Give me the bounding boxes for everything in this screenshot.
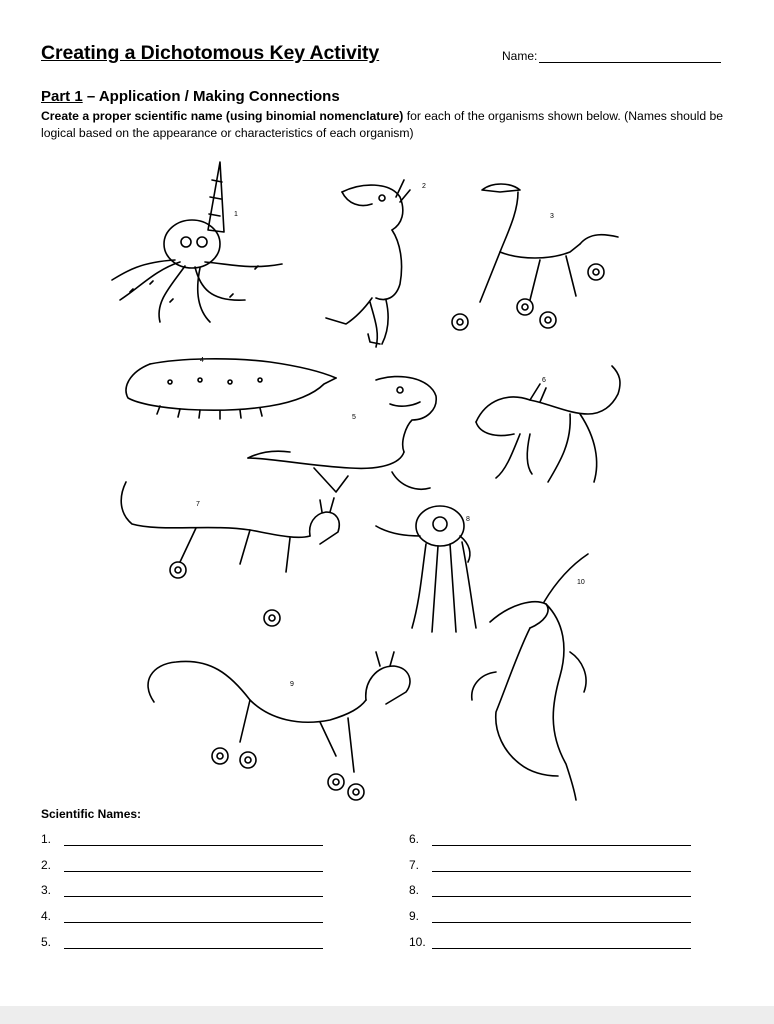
answer-number: 7. — [409, 858, 420, 872]
answer-number: 8. — [409, 883, 420, 897]
organism-5-drawing — [248, 377, 436, 492]
answer-number: 1. — [41, 832, 52, 846]
instructions-rest: for each of the organisms shown below. (Names should be logical based on the appearance or characteristics of each organism) — [41, 109, 724, 140]
organism-4-label: 4 — [200, 357, 204, 364]
organism-2-drawing — [326, 180, 410, 347]
answer-line[interactable] — [64, 885, 323, 897]
instructions — [41, 108, 741, 142]
answer-blank[interactable] — [41, 881, 323, 897]
answer-blank[interactable] — [41, 830, 323, 846]
answer-line[interactable] — [432, 911, 691, 923]
viewer-bottom-bar — [0, 1006, 774, 1024]
organism-3-drawing — [452, 184, 618, 330]
answer-number: 6. — [409, 832, 420, 846]
organism-6-label: 6 — [542, 377, 546, 384]
organism-10-drawing — [472, 554, 588, 800]
scientific-names-label: Scientific Names: — [41, 807, 142, 821]
answer-line[interactable] — [64, 911, 323, 923]
organism-4-drawing — [126, 359, 336, 419]
answer-blank[interactable] — [409, 907, 691, 923]
answer-blanks — [41, 830, 741, 960]
answer-line[interactable] — [64, 860, 323, 872]
answer-line[interactable] — [432, 834, 691, 846]
answer-blank[interactable] — [409, 881, 691, 897]
organism-9-label: 9 — [290, 681, 294, 688]
organisms-illustration — [100, 152, 640, 804]
answer-blank[interactable] — [41, 907, 323, 923]
organism-9-drawing — [148, 652, 410, 800]
organism-2-label: 2 — [422, 183, 426, 190]
instructions-bold: Create a proper scientific name (using binomial nomenclature) — [41, 109, 404, 123]
part-heading — [41, 88, 340, 105]
answer-number: 2. — [41, 858, 52, 872]
organism-8-label: 8 — [466, 516, 470, 523]
organism-1-drawing — [112, 162, 282, 322]
part-title: – Application / Making Connections — [82, 88, 340, 105]
answer-line[interactable] — [432, 885, 691, 897]
worksheet-title: Creating a Dichotomous Key Activity — [41, 42, 380, 64]
organism-7-label: 7 — [196, 501, 200, 508]
organism-8-drawing — [376, 506, 476, 632]
answer-number: 9. — [409, 909, 420, 923]
organism-3-label: 3 — [550, 213, 554, 220]
answer-number: 4. — [41, 909, 52, 923]
answer-line[interactable] — [432, 937, 691, 949]
answer-blank[interactable] — [409, 856, 691, 872]
answer-line[interactable] — [432, 860, 691, 872]
answer-blank[interactable] — [41, 933, 323, 949]
answer-blank[interactable] — [409, 830, 691, 846]
organism-7-drawing — [121, 482, 339, 626]
answer-line[interactable] — [64, 834, 323, 846]
answer-blank[interactable] — [409, 933, 691, 949]
answer-line[interactable] — [64, 937, 323, 949]
part-label: Part 1 — [41, 88, 83, 105]
organism-5-label: 5 — [352, 414, 356, 421]
organism-6-drawing — [476, 366, 620, 482]
name-field — [502, 49, 721, 63]
name-blank-line — [539, 50, 721, 63]
organism-10-label: 10 — [577, 579, 585, 586]
organism-1-label: 1 — [234, 211, 238, 218]
answer-number: 5. — [41, 935, 52, 949]
answer-number: 3. — [41, 883, 52, 897]
answer-blank[interactable] — [41, 856, 323, 872]
name-label: Name: — [502, 49, 538, 63]
answer-number: 10. — [409, 935, 426, 949]
